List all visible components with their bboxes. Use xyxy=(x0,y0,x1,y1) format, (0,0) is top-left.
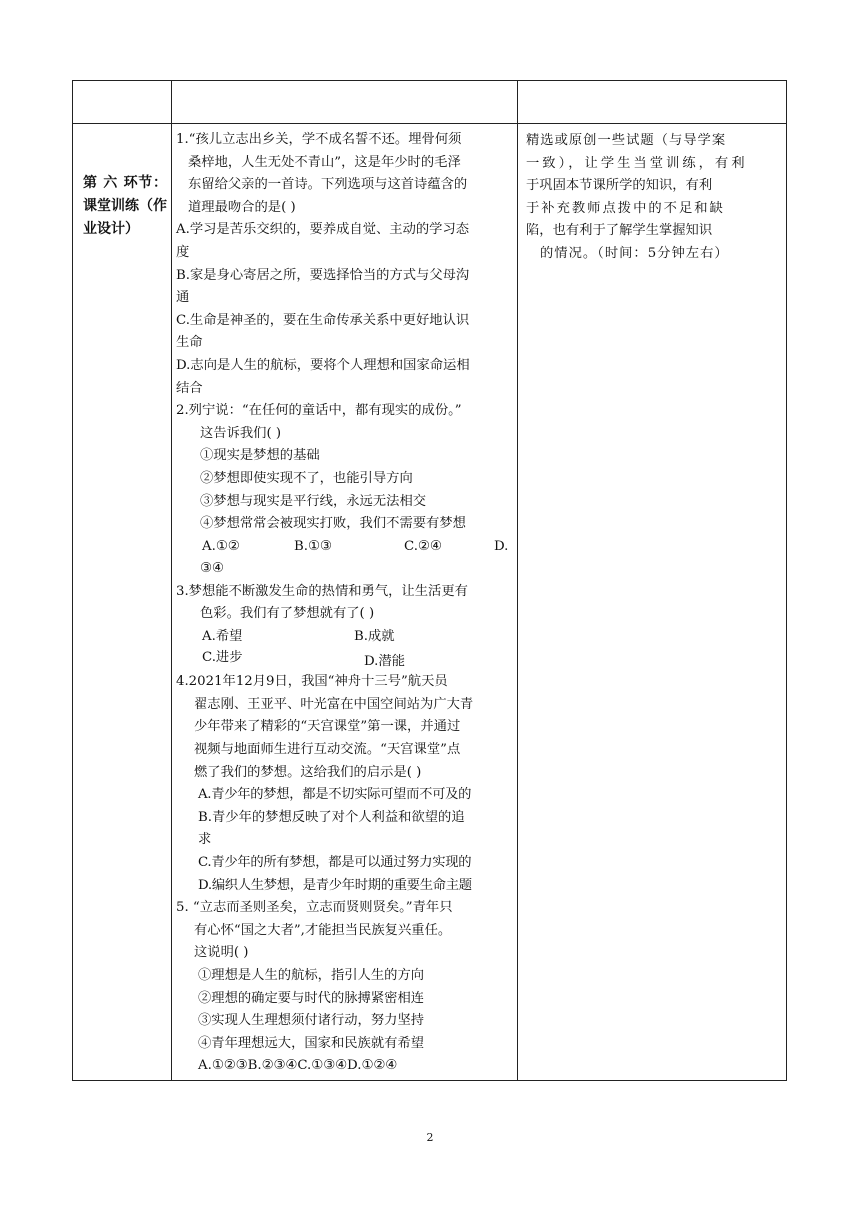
q1-option-b-cont: 通 xyxy=(176,290,190,306)
section-label: 第 六 环节：课堂训练（作业设计） xyxy=(83,175,167,237)
q1-stem-line: 东留给父亲的一首诗。下列选项与这首诗蕴含的 xyxy=(188,177,468,193)
q1-option-a-cont: 度 xyxy=(176,244,190,260)
empty-cell xyxy=(172,81,518,124)
q5-item: ③实现人生理想须付诸行动，努力坚持 xyxy=(198,1013,425,1029)
section-label-cell xyxy=(73,124,172,1081)
q3-option-b: B.成就 xyxy=(354,629,395,645)
design-note-line: 精选或原创一些试题（与导学案 xyxy=(526,133,727,148)
q1-stem-line: 1.“孩儿立志出乡关，学不成名誓不还。埋骨何须 xyxy=(176,132,462,147)
q2-item: ③梦想与现实是平行线，永远无法相交 xyxy=(200,493,427,509)
q4-stem-cont: 翟志刚、王亚平、叶光富在中国空间站为广大青 xyxy=(194,696,474,712)
design-note-line: 陷，也有利于了解学生掌握知识 xyxy=(526,223,713,239)
q5-item: ②理想的确定要与时代的脉搏紧密相连 xyxy=(198,990,425,1006)
q1-option-b: B.家是身心寄居之所，要选择恰当的方式与父母沟 xyxy=(176,267,470,283)
design-note-line: 的情况。（时间：5分钟左右） xyxy=(540,245,729,261)
q3-stem-cont: 色彩。我们有了梦想就有了( ) xyxy=(200,606,375,622)
q4-stem-cont: 少年带来了精彩的“天宫课堂”第一课，并通过 xyxy=(194,719,461,735)
q4-stem: 4.2021年12月9日，我国“神舟十三号”航天员 xyxy=(176,674,448,690)
q3-option-a: A.希望 xyxy=(202,629,243,645)
q2-option-d: D. xyxy=(494,538,509,554)
q4-option-d: D.编织人生梦想，是青少年时期的重要生命主题 xyxy=(198,877,472,893)
design-note-line: 于补充教师点拨中的不足和缺 xyxy=(526,200,725,216)
q2-item: ④梦想常常会被现实打败，我们不需要有梦想 xyxy=(200,516,466,532)
q1-stem-line: 道理最吻合的是( ) xyxy=(188,199,296,215)
q1-option-d: D.志向是人生的航标，要将个人理想和国家命运相 xyxy=(176,357,470,373)
q1-option-c-cont: 生命 xyxy=(176,335,203,351)
q5-stem-cont: 有心怀“国之大者”,才能担当民族复兴重任。 xyxy=(194,922,452,938)
q2-item: ②梦想即使实现不了，也能引导方向 xyxy=(200,470,413,486)
empty-cell xyxy=(73,81,172,124)
q1-option-d-cont: 结合 xyxy=(176,380,203,396)
design-note-line: 一致），让学生当堂训练，有利 xyxy=(526,155,748,171)
q4-option-a: A.青少年的梦想，都是不切实际可望而不可及的 xyxy=(198,787,472,803)
q4-option-b-cont: 求 xyxy=(198,832,212,848)
q3-option-c: C.进步 xyxy=(202,649,243,665)
design-note-cell xyxy=(518,124,787,1081)
empty-cell xyxy=(518,81,787,124)
q2-stem-cont: 这告诉我们( ) xyxy=(200,425,282,441)
design-note xyxy=(518,124,786,266)
q1-stem-line: 桑梓地，人生无处不青山”，这是年少时的毛泽 xyxy=(188,154,461,170)
q4-stem-cont: 视频与地面师生进行互动交流。“天宫课堂”点 xyxy=(194,742,461,758)
q5-item: ①理想是人生的航标，指引人生的方向 xyxy=(198,967,425,983)
q4-option-c: C.青少年的所有梦想，都是可以通过努力实现的 xyxy=(198,855,472,870)
exercise-content xyxy=(172,124,517,1080)
q5-stem: 5. “立志而圣则圣矣，立志而贤则贤矣。”青年只 xyxy=(176,900,453,916)
page-number: 2 xyxy=(426,1131,434,1144)
q2-option-b: B.①③ xyxy=(294,538,332,554)
q2-option-d-cont: ③④ xyxy=(200,561,224,577)
q2-stem: 2.列宁说：“在任何的童话中，都有现实的成份。” xyxy=(176,403,462,419)
q2-option-c: C.②④ xyxy=(404,538,442,554)
q3-options-row1 xyxy=(176,626,515,649)
q2-item: ①现实是梦想的基础 xyxy=(200,448,320,464)
exercise-content-cell xyxy=(172,124,518,1081)
q1-option-c: C.生命是神圣的，要在生命传承关系中更好地认识 xyxy=(176,312,470,328)
q5-options: A.①②③B.②③④C.①③④D.①②④ xyxy=(198,1058,398,1074)
table-row-exercise xyxy=(73,124,787,1081)
design-note-line: 于巩固本节课所学的知识，有利 xyxy=(526,178,713,194)
q5-stem-cont: 这说明( ) xyxy=(194,945,249,961)
q4-stem-cont: 燃了我们的梦想。这给我们的启示是( ) xyxy=(194,764,422,780)
q4-option-b: B.青少年的梦想反映了对个人利益和欲望的追 xyxy=(198,809,465,825)
q2-options xyxy=(176,536,515,559)
q2-option-a: A.①② xyxy=(202,538,240,554)
q3-stem: 3.梦想能不断激发生命的热情和勇气，让生活更有 xyxy=(176,583,468,599)
q3-options-row2 xyxy=(176,649,515,672)
q1-option-a: A.学习是苦乐交织的，要养成自觉、主动的学习态 xyxy=(176,222,470,238)
q5-item: ④青年理想远大，国家和民族就有希望 xyxy=(198,1035,425,1051)
lesson-plan-table xyxy=(72,80,787,1081)
q3-option-d: D.潜能 xyxy=(364,653,406,669)
table-row-empty xyxy=(73,81,787,124)
